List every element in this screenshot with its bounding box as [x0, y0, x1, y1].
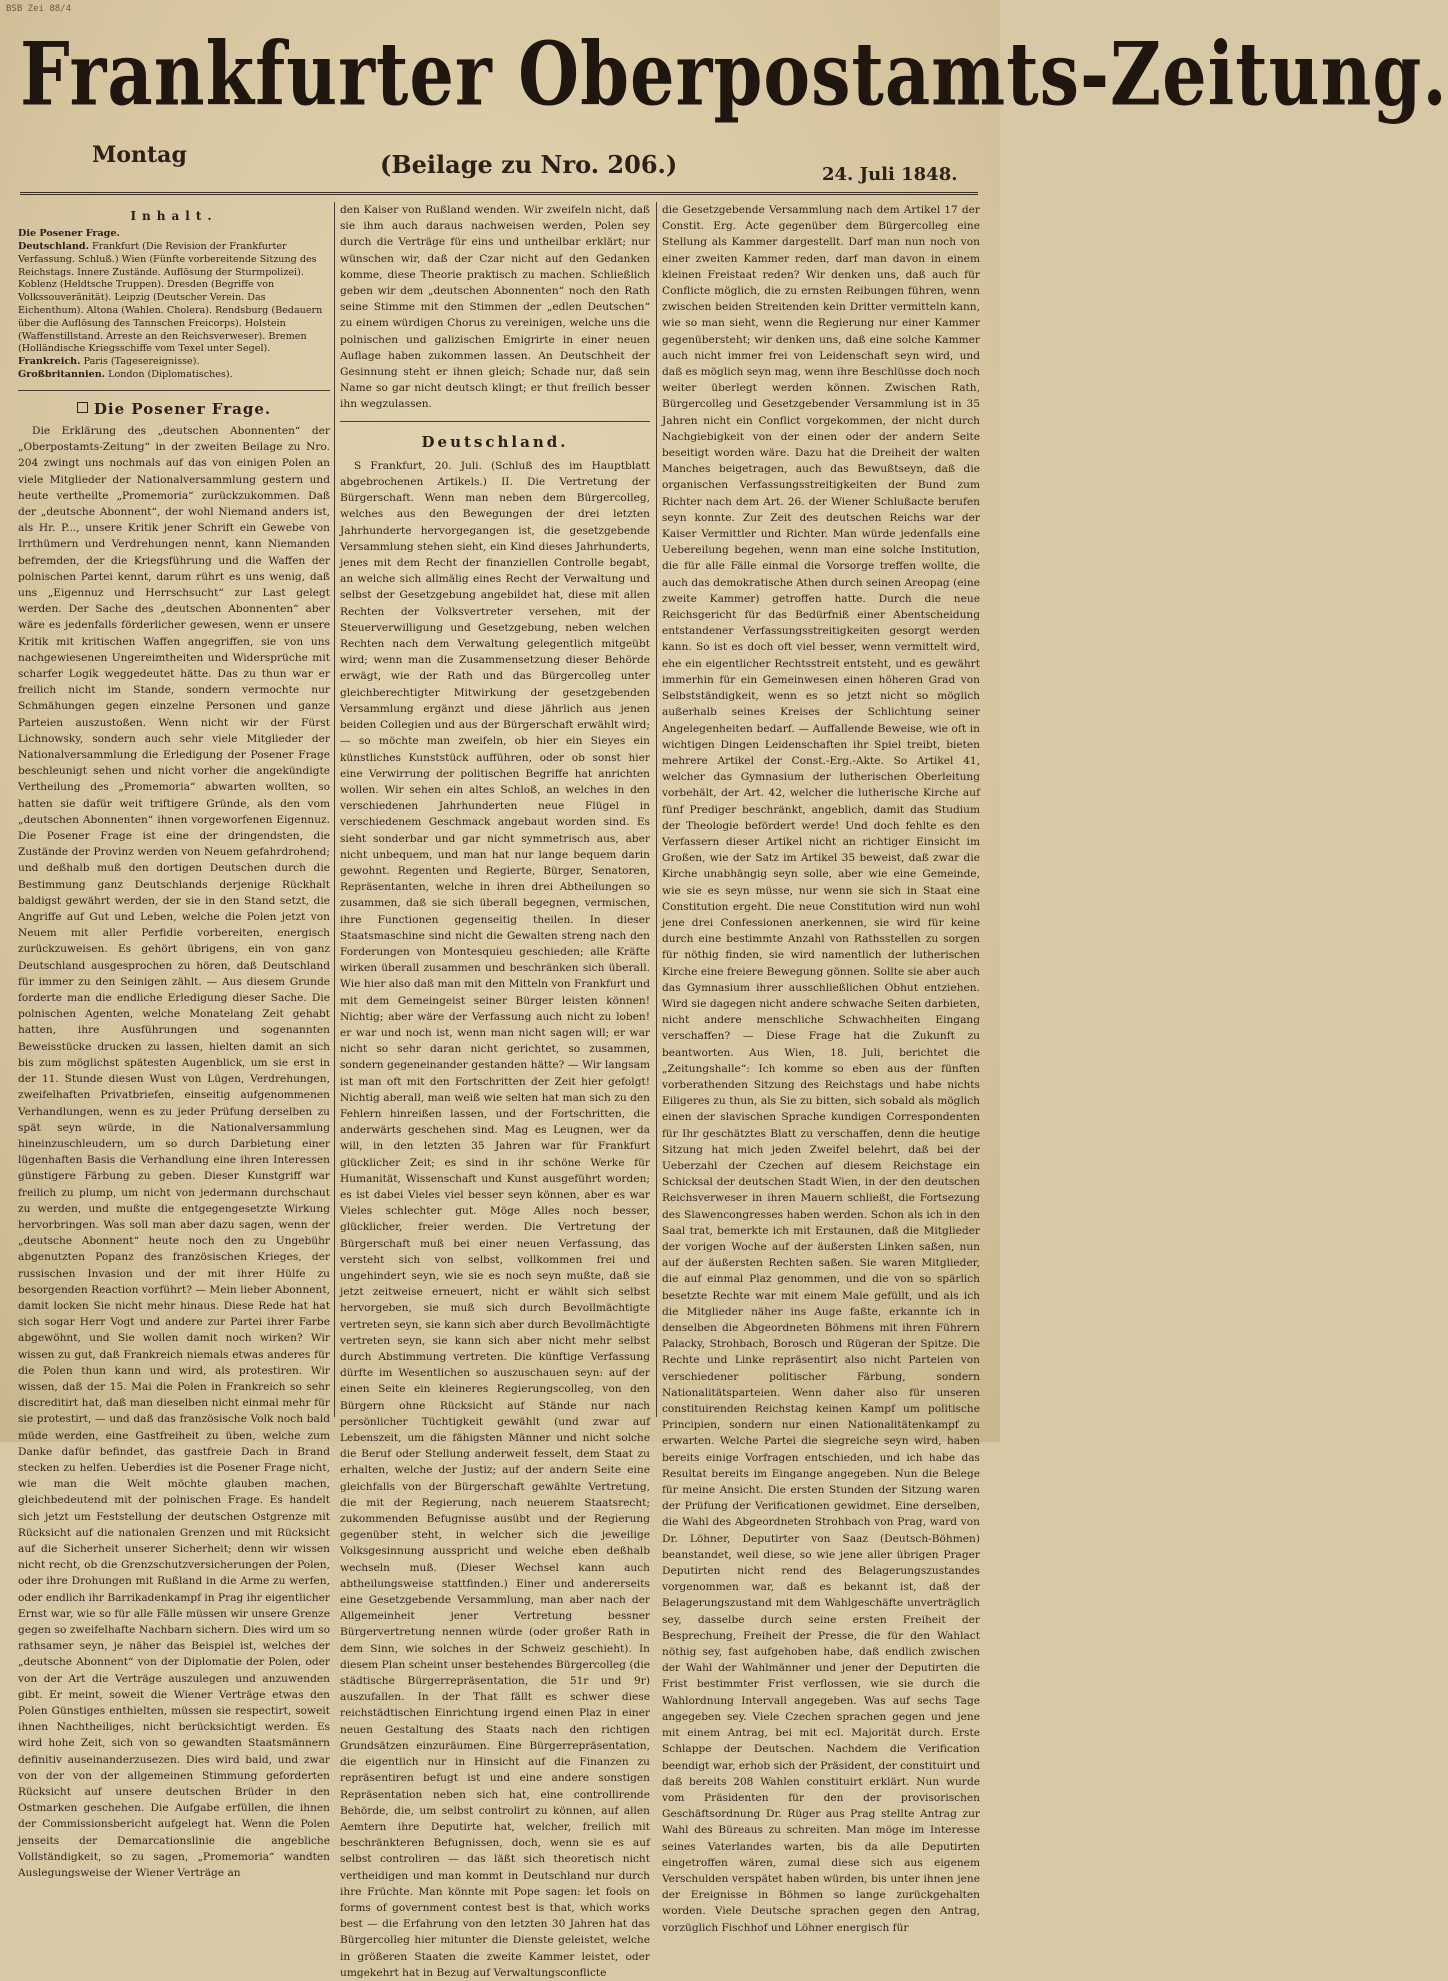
- column-3: [662, 202, 980, 1934]
- masthead-rule: [20, 192, 978, 195]
- dateline: [0, 140, 1000, 190]
- toc-entry-head: Frankreich.: [18, 356, 81, 368]
- newspaper-masthead: Frankfurter Oberpostamts-Zeitung.: [20, 22, 1448, 126]
- toc-title: Inhalt.: [130, 209, 218, 223]
- toc-entry: [18, 356, 330, 369]
- headline-text: Die Posener Frage.: [93, 399, 272, 418]
- article-headline-posen: [18, 401, 330, 417]
- section-heading-deutschland: Deutschland.: [421, 432, 569, 451]
- table-of-contents: [18, 208, 330, 382]
- column-1: [18, 202, 330, 1880]
- toc-entry-text: London (Diplomatisches).: [108, 368, 233, 380]
- article-body-posen: Die Erklärung des „deutschen Abonnenten“ der „Oberpostamts-Zeitung“ in der zweiten Beilage zu Nro. 204 zwingt uns nochmals auf das von einigen Polen an viele Mitglieder der Nationalversammlung gestern und heute vertheilte „Promemoria“ zurückzukommen. Daß der „deutsche Abonnent“, der wohl Niemand anders ist, als Hr. P..., unsere Kritik jener Schrift ein Gewebe von Irrthümern und Verdrehungen nennt, kann Niemanden befremden, der die Kriegsführung und die Waffen der polnischen Partei kennt, darum rührt es uns wenig, daß uns „Eigennuz und Herrschsucht“ zur Last gelegt werden. Der Sache des „deutschen Abonnenten“ aber wäre es jedenfalls förderlicher gewesen, wenn er unsere Kritik mit kritischen Waffen angegriffen, sie von uns nachgewiesenen Ungereimtheiten und Widersprüche mit scharfer Logik weggedeutet hätte. Das zu thun war er freilich nicht im Stande, sondern vermochte nur Schmähungen gegen einzelne Personen und ganze Parteien auszustoßen. Wenn nicht wir der Fürst Lichnowsky, sondern auch sehr viele Mitglieder der Nationalversammlung die Erledigung der Posener Frage beschleunigt sehen und nicht vorher die angekündigte Vertheilung des „Promemoria“ abwarten wollten, so hatten sie dafür weit triftigere Gründe, als den vom „deutschen Abonnenten“ ihnen vorgeworfenen Eigennuz. Die Posener Frage ist eine der dringendsten, die Zustände der Provinz werden von Neuem gefahrdrohend; und deßhalb muß den dortigen Deutschen durch die Bestimmung ganz Deutschlands derjenige Rückhalt baldigst gewährt werden, der sie in den Stand setzt, die Angriffe auf Gut und Leben, welche die Polen jetzt von Neuem mit aller Perfidie vorbereiten, energisch zurückzuweisen. Es gehört übrigens, ein von ganz Deutschland ausgesprochen zu hören, daß Deutschland für immer zu den Seinigen zählt. — Aus diesem Grunde forderte man die endliche Erledigung dieser Sache. Die polnischen Agenten, welche Monatelang Zeit gehabt hatten, ihre Ausführungen und sogenannten Beweisstücke drucken zu lassen, hielten damit an sich bis zum möglichst spätesten Augenblick, um sie erst in der 11. Stunde diesen Wust von Lügen, Verdrehungen, zweifelhaften Privatbriefen, einseitig aufgenommenen Verhandlungen, wenn es zu jeder Prüfung derselben zu spät seyn würde, in die Nationalversammlung hineinzuschleudern, um so durch Darbietung einer lügenhaften Basis die Verhandlung eine ihren Interessen günstigere Färbung zu geben. Dieser Kunstgriff war freilich zu plump, um nicht von jedermann durchschaut zu werden, und mußte die entgegengesetzte Wirkung hervorbringen. Was soll man aber dazu sagen, wenn der „deutsche Abonnent“ heute noch den zu Ungebühr abgenutzten Popanz des französischen Krieges, der russischen Invasion und der mit ihrer Hülfe zu besorgenden Reaction vorführt? — Mein lieber Abonnent, damit locken Sie nicht mehr hinaus. Diese Rede hat hat sich sogar Herr Vogt und andere zur Partei ihrer Farbe abgewöhnt, und Sie wollen damit noch wirken? Wir wissen zu gut, daß Frankreich niemals etwas anderes für die Polen thun kann und wird, als protestiren. Wir wissen, daß der 15. Mai die Polen in Frankreich so sehr discreditirt hat, daß man dieselben nicht einmal mehr für sie protestirt, — und daß das französische Volk noch bald müde werden, eine Gastfreiheit zu üben, welche zum Danke dafür befindet, das gastfreie Dach in Brand stecken zu helfen. Ueberdies ist die Posener Frage nicht, wie man die Welt möchte glauben machen, gleichbedeutend mit der polnischen Frage. Es handelt sich jetzt um Feststellung der deutschen Ostgrenze mit Rücksicht auf die nationalen Grenzen und mit Rücksicht auf die Sicherheit unserer Sicherheit; denn wir wissen nicht recht, ob die Grenzschutzversicherungen der Polen, oder ihre Drohungen mit Rußland in die Arme zu werfen, oder endlich ihr Barrikadenkampf in Prag ihr eigentlicher Ernst war, wie so für alle Fälle müssen wir unsere Grenze gegen so zweifelhafte Nachbarn sichern. Dies wird um so rathsamer seyn, je näher das Beispiel ist, welches der „deutsche Abonnent“ von der Diplomatie der Polen, oder von der Art die Verträge auszulegen und anzuwenden gibt. Er meint, soweit die Wiener Verträge etwas den Polen Günstiges enthielten, müssen sie respectirt, soweit ihnen Nachtheiliges, nicht berücksichtigt werden. Es wird hohe Zeit, sich von so gewandten Staatsmännern definitiv auseinanderzusezen. Dies wird bald, und zwar von der von der allgemeinen Stimmung geforderten Rücksicht auf unsere deutschen Brüder in den Ostmarken geschehen. Die Aufgabe erfüllen, die ihnen der Commissionsbericht aufgelegt hat. Wenn die Polen jenseits der Demarcationslinie die angebliche Vollständigkeit, so zu sagen, „Promemoria“ wandten Auslegungsweise der Wiener Verträge an: [18, 424, 330, 1880]
- column-rule-2: [656, 202, 657, 1417]
- column-rule-1: [334, 202, 335, 1417]
- article-body-frankfurt: S Frankfurt, 20. Juli. (Schluß des im Hauptblatt abgebrochenen Artikels.) II. Die Vertretung der Bürgerschaft. Wenn man neben dem Bürgercolleg, welches aus den Bewegungen der drei letzten Jahrhunderte hervorgegangen ist, die gesetzgebende Versammlung stehen sieht, ein Kind dieses Jahrhunderts, jenes mit dem Recht der finanziellen Controlle begabt, an welche sich allmälig eines Recht der Verwaltung und selbst der Gesetzgebung angebildet hat, diese mit allen Rechten der Volksvertreter versehen, mit der Steuerverwilligung und Gesetzgebung, neben welchen Rechten nach dem Verwaltung gelegentlich mitgeübt wird; wenn man die Zusammensetzung dieser Behörde erwägt, wie der Rath und das Bürgercolleg unter gleichberechtigter Mitwirkung der gesetzgebenden Versammlung ergänzt und diese jährlich aus jenen beiden Collegien und aus der Bürgerschaft erwählt wird; — so möchte man zweifeln, ob hier ein Sieyes ein künstliches Kunststück aufführen, oder ob sonst hier eine Verwirrung der politischen Begriffe hat anrichten wollen. Wir sehen ein altes Schloß, an welches in den verschiedenen Jahrhunderten neue Flügel in verschiedenem Geschmack angebaut worden sind. Es sieht sonderbar und gar nicht symmetrisch aus, aber nicht unbequem, und man hat nur lange bequem darin gewohnt. Regenten und Regierte, Bürger, Senatoren, Repräsentanten, welche in ihren drei Abtheilungen so zusammen, daß sie sich überall begegnen, vermischen, ihre Functionen gegenseitig theilen. In dieser Staatsmaschine sind nicht die Gewalten streng nach den Forderungen von Montesquieu geschieden; alle Kräfte wirken überall zusammen und beschränken sich überall. Wie hier also daß man mit den Mitteln von Frankfurt und mit dem Gemeingeist seiner Bürger leisten können! Nichtig; aber wäre der Verfassung auch nicht zu loben! er war und noch ist, wenn man nicht sagen will; er war nicht so sehr daran nicht gerichtet, so zusammen, sondern gegeneinander gestanden hätte? — Wir langsam ist man oft mit den Fortschritten der Zeit hier gefolgt! Nichtig aberall, man weiß wie selten hat man sich zu den Fehlern hinreißen lassen, und der Fortschritten, die anderwärts geschehen sind. Mag es Leugnen, wer da will, in den letzten 35 Jahren war für Frankfurt glücklicher Zeit; es sind in ihr schöne Werke für Humanität, Wissenschaft und Kunst ausgeführt worden; es ist dabei Vieles viel besser seyn können, aber es war Vieles schlechter gut. Möge Alles noch besser, glücklicher, freier werden. Die Vertretung der Bürgerschaft muß bei einer neuen Verfassung, das versteht sich von selbst, vollkommen frei und ungehindert seyn, wie sie es noch seyn mußte, daß sie jetzt zeitweise erneuert, nicht er wählt sich selbst hervorgeben, sie muß sich durch Bevollmächtigte vertreten seyn, sie kann sich aber durch Bevollmächtigte vertreten seyn, sie kann sich aber nicht mehr selbst durch Abstimmung vertreten. Die künftige Verfassung dürfte im Wesentlichen so auszuschauen seyn: auf der einen Seite ein kleineres Regierungscolleg, von den Bürgern ohne Rücksicht auf Stände nur nach persönlicher Tüchtigkeit gewählt (und zwar auf Lebenszeit, um die fähigsten Männer und nicht solche die Beruf oder Stellung anderweit fesselt, dem Staat zu erhalten, welche der Justiz; auf der andern Seite eine gleichfalls von der Bürgerschaft gewählte Vertretung, die mit der Regierung, nach neuerem Staatsrecht; zukommenden Befugnisse ausübt und der Regierung gegenüber steht, in welcher sich die jeweilige Volksgesinnung ausspricht und welche eben deßhalb wechseln muß. (Dieser Wechsel kann auch abtheilungsweise stattfinden.) Einer und andererseits eine Gesetzgebende Versammlung, man aber nach der Allgemeinheit jener Vertretung bessner Bürgervertretung nennen würde (oder großer Rath in dem Sinn, wie solches in der Schweiz geschieht). In diesem Plan scheint unser bestehendes Bürgercolleg (die städtische Bürgerrepräsentation, die 51r und 9r) auszufallen. In der That fällt es schwer diese reichstädtischen Einrichtung irgend einen Plaz in einer neuen Gestaltung des Staats nach den richtigen Grundsätzen einzuräumen. Eine Bürgerrepräsentation, die eigentlich nur in Hinsicht auf die Finanzen zu repräsentiren befugt ist und eine andere sonstigen Repräsentation neben sich hat, eine controllirende Behörde, die, um selbst controlirt zu können, auf allen Aemtern ihre Deputirte hat, welcher, freilich mit beschränkteren Befugnissen, doch, wenn sie es auf selbst controliren — das läßt sich theoretisch nicht vertheidigen und man kommt in Deutschland nur durch ihre Früchte. Man könnte mit Pope sagen: let fools on forms of government contest best is that, which works best — die Erfahrung von den letzten 30 Jahren hat das Bürgercolleg hier mitunter die Dienste geleistet, welche in größeren Staaten die zweite Kammer leistet, oder umgekehrt hat in Bezug auf Verwaltungsconflicte: [340, 459, 650, 1979]
- toc-entry-head: Großbritannien.: [18, 368, 106, 380]
- library-stamp: BSB Zei 88/4: [6, 4, 72, 14]
- toc-entry: [18, 369, 330, 382]
- dateline-day: Montag: [92, 142, 187, 168]
- column-2: [340, 202, 650, 1979]
- dateline-supplement: (Beilage zu Nro. 206.): [380, 150, 678, 179]
- toc-entry-text: Frankfurt (Die Revision der Frankfurter Verfassung. Schluß.) Wien (Fünfte vorbereitende Sitzung des Reichstags. Innere Zustände. Auflösung der Sturmpolizei). Koblenz (Heldtsche Truppen). Dresden (Begriffe von Volkssouveränität). Leipzig (Deutscher Verein. Das Eichenthum). Altona (Wahlen. Cholera). Rendsburg (Bedauern über die Auflösung des Tannschen Freicorps). Holstein (Waffenstillstand. Arreste an den Reichsverweser). Bremen (Holländische Kriegsschiffe vom Texel unter Segel).: [18, 241, 323, 355]
- toc-entry: [18, 241, 330, 356]
- article-body-frankfurt-continued: die Gesetzgebende Versammlung nach dem Artikel 17 der Constit. Erg. Acte gegenüber dem Bürgercolleg eine Stellung als Kammer dargestellt. Darf man nun noch von einer zweiten Kammer reden, darf man davon in einem kleinen Freistaat reden? Wir denken uns, daß auch für Conflicte möglich, die zu ernsten Reibungen führen, wenn zwischen beiden Streitenden kein Dritter vermitteln kann, wie so man sieht, wenn die Regierung nur einer Kammer gegenübersteht; wir denken uns, daß eine solche Kammer auch nicht immer frei von Leidenschaft seyn wird, und daß es möglich seyn mag, wenn ihre Beschlüsse doch noch weiter überlegt werden können. Zwischen Rath, Bürgercolleg und Gesetzgebender Versammlung ist in 35 Jahren nicht ein Conflict vorgekommen, der nicht durch Nachgiebigkeit von der einen oder der andern Seite beseitigt worden wäre. Dazu hat die Dreiheit der walten Manches beigetragen, auch das Bewußtseyn, daß die organischen Verfassungsstreitigkeiten der Bund zum Richter nach dem Art. 26. der Wiener Schlußacte berufen seyn konnte. Zur Zeit des deutschen Reichs war der Kaiser Vermittler und Richter. Man würde jedenfalls eine Uebereilung begehen, wenn man eine solche Institution, die für alle Fälle einmal die Vorsorge treffen wollte, die auch das demokratische Athen durch seinen Areopag (eine zweite Kammer) getroffen hatte. Durch die neue Reichsgericht für das Bedürfniß einer Abentscheidung entstandener Verfassungsstreitigkeiten gesorgt werden kann. So ist es doch oft viel besser, wenn vermittelt wird, ehe ein eigentlicher Rechtsstreit entsteht, und es gewährt immerhin für ein Gemeinwesen einen höheren Grad von Selbstständigkeit, wenn es so jetzt nicht so möglich außerhalb seines Kreises der Schlichtung seiner Angelegenheiten bedarf. — Auffallende Beweise, wie oft in wichtigen Dingen Leidenschaften ihr Spiel treibt, bieten mehrere Artikel der Const.-Erg.-Akte. So Artikel 41, welcher das Gymnasium der lutherischen Oberleitung vorbehält, der Art. 42, welcher die lutherische Kirche auf fünf Prediger beschränkt, angeblich, damit das Studium der Theologie befördert werde! Und doch fehlte es den Verfassern dieser Artikel nicht an richtiger Einsicht im Großen, wie der Satz im Artikel 35 beweist, daß zwar die Kirche unabhängig seyn solle, aber wie eine Gemeinde, wie sie es seyn müsse, nur wenn sie sich in Staat eine Constitution ergeht. Die neue Constitution wird nun wohl jene drei Confessionen anerkennen, sie wird für keine durch eine bestimmte Anzahl von Rathsstellen zu sorgen für nöthig finden, sie wird namentlich der lutherischen Kirche eine freiere Bewegung gönnen. Sollte sie aber auch das Gymnasium ihrer ausschließlichen Obhut entziehen. Wird sie dagegen nicht andere schwache Seiten darbieten, nicht andere menschliche Schwachheiten Eingang verschaffen? — Diese Frage hat die Zukunft zu beantworten. Aus Wien, 18. Juli, berichtet die „Zeitungshalle“: Ich komme so eben aus der fünften vorberathenden Sitzung des Reichstags und habe nichts Eiligeres zu thun, als Sie zu bitten, sich sobald als möglich einen der slavischen Sprache kundigen Correspondenten für Ihr geschätztes Blatt zu verschaffen, denn die heutige Sitzung hat mich jeden Zweifel belehrt, daß bei der Ueberzahl der Czechen auf diesem Reichstage ein Schicksal der deutschen Stadt Wien, in der den deutschen Reichsverweser in ihren Mauern schließt, die Fortsezung des Slawencongresses haben werden. Schon als ich in den Saal trat, bemerkte ich mit Erstaunen, daß die Mitglieder der vorigen Woche auf der äußersten Linken saßen, nun auf der äußersten Rechten saßen. Sie waren Mitglieder, die auf einmal Plaz genommen, und die von so spärlich besetzte Rechte war mit einem Male gefüllt, und als ich die Mitglieder näher ins Auge faßte, erkannte ich in denselben die Abgeordneten Böhmens mit ihren Führern Palacky, Strohbach, Borosch und Rügeran der Spitze. Die Rechte und Linke repräsentirt also nicht Parteien von verschiedener politischer Färbung, sondern Nationalitätsparteien. Wenn daher also für unseren constituirenden Reichstag keinen Kampf um politische Principien, sondern nur einen Nationalitätenkampf zu erwarten. Welche Partei die siegreiche seyn wird, haben bereits einige Vorfragen entschieden, und ich habe das Resultat bereits im Eingange angegeben. Nun die Belege für meine Ansicht. Die ersten Stunden der Sitzung waren der Prüfung der Verificationen gewidmet. Eine derselben, die Wahl des Abgeordneten Strohbach von Prag, ward von Dr. Löhner, Deputirter von Saaz (Deutsch-Böhmen) beanstandet, weil diese, so wie jene aller übrigen Prager Deputirten nicht rend des Belagerungszustandes vorgenommen war, daß es bekannt ist, daß der Belagerungszustand mit dem Wahlgeschäfte unverträglich sey, dasselbe durch seine ersten Freiheit der Besprechung, Freiheit der Presse, die für den Wahlact nöthig sey, fast aufgehoben habe, daß endlich zwischen der Wahl der Wahlmänner und jener der Deputirten die Frist bestimmter Frist verflossen, wie sie durch die Wahlordnung Intervall angegeben. Was auf sechs Tage angegeben sey. Viele Czechen sprachen gegen und jene mit einem Antrag, bei mit ecl. Majorität durch. Erste Schlappe der Deutschen. Nachdem die Verification beendigt war, erhob sich der Präsident, der constituirt und daß bereits 208 Wahlen constituirt erklärt. Nun wurde vom Präsidenten für den der provisorischen Geschäftsordnung Dr. Rüger aus Prag stellte Antrag zur Wahl des Büreaus zu schreiten. Man möge im Interesse seines Vaterlandes warten, bis da alle Deputirten eingetroffen wären, zumal diese sich aus eigenem Verschulden verspätet haben würden, bis unter ihnen jene der Ereignisse in Böhmen so lange zurückgehalten worden. Viele Deutsche sprachen gegen den Antrag, vorzüglich Fischhof und Löhner energisch für: [662, 204, 980, 1934]
- toc-entry-head: Deutschland.: [18, 241, 89, 252]
- toc-entry-head: Die Posener Frage.: [18, 228, 120, 240]
- article-body-posen-continued: den Kaiser von Rußland wenden. Wir zweifeln nicht, daß sie ihm auch daraus nachweisen werden, Polen sey durch die Verträge für eins und untheilbar erklärt; nur wünschen wir, daß der Czar nicht auf den Gedanken komme, diese Theorie praktisch zu machen. Schließlich geben wir dem „deutschen Abonnenten“ noch den Rath seine Stimme mit den Stimmen der „edlen Deutschen“ zu einem würdigen Chorus zu vereinigen, welche uns die polnischen und galizischen Emigrirte in einer neuen Auflage haben zukommen lassen. An Deutschheit der Gesinnung steht er ihnen gleich; Schade nur, daß sein Name so gar nicht deutsch klingt; er thut freilich besser ihn wegzulassen.: [340, 204, 650, 411]
- article-rule: [340, 421, 650, 422]
- toc-entry-text: Paris (Tagesereignisse).: [83, 356, 200, 368]
- toc-entry: [18, 228, 330, 241]
- toc-rule: [18, 390, 330, 391]
- dateline-date: 24. Juli 1848.: [822, 164, 958, 185]
- headline-box-marker: [77, 402, 88, 413]
